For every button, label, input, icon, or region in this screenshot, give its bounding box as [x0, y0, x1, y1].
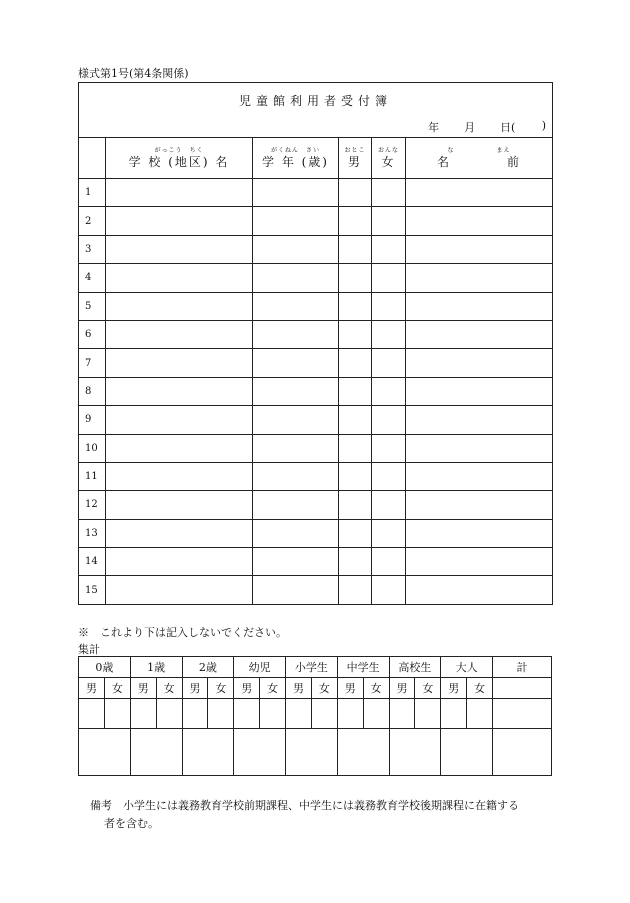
row-number: 15: [79, 576, 106, 604]
name-cell[interactable]: [406, 491, 553, 519]
grade-cell[interactable]: [253, 179, 339, 207]
tally-male-count[interactable]: [441, 699, 467, 729]
school-cell[interactable]: [106, 462, 253, 490]
tally-category: 2歳: [182, 657, 234, 678]
table-row: [79, 320, 553, 348]
tally-male-count[interactable]: [79, 699, 105, 729]
tally-male-header: 男: [130, 678, 156, 699]
female-cell[interactable]: [372, 576, 406, 604]
male-cell[interactable]: [339, 548, 372, 576]
female-cell[interactable]: [372, 377, 406, 405]
grade-cell[interactable]: [253, 264, 339, 292]
female-cell[interactable]: [372, 235, 406, 263]
table-row: [79, 377, 553, 405]
male-cell[interactable]: [339, 519, 372, 547]
table-row: [79, 576, 553, 604]
female-cell[interactable]: [372, 292, 406, 320]
tally-male-header: 男: [286, 678, 312, 699]
tally-female-count[interactable]: [208, 699, 234, 729]
tally-female-header: 女: [311, 678, 337, 699]
tally-total-header: 計: [493, 657, 552, 678]
row-number: 8: [79, 377, 106, 405]
male-cell[interactable]: [339, 377, 372, 405]
table-row: [79, 406, 553, 434]
tally-female-count[interactable]: [363, 699, 389, 729]
title-cell: [79, 83, 553, 138]
female-cell[interactable]: [372, 349, 406, 377]
tally-male-header: 男: [234, 678, 260, 699]
female-cell[interactable]: [372, 406, 406, 434]
tally-category-subtotal[interactable]: [389, 729, 441, 776]
date-day: 日(: [500, 121, 516, 134]
grade-cell[interactable]: [253, 491, 339, 519]
header-grade: [253, 138, 339, 179]
row-number: 7: [79, 349, 106, 377]
tally-category-subtotal[interactable]: [286, 729, 338, 776]
male-header: 男: [347, 154, 362, 169]
tally-category: 高校生: [389, 657, 441, 678]
tally-male-header: 男: [79, 678, 105, 699]
table-row: [79, 179, 553, 207]
table-row: [79, 207, 553, 235]
table-row: [79, 491, 553, 519]
date-year: 年: [428, 121, 440, 134]
school-cell[interactable]: [106, 235, 253, 263]
tally-female-header: 女: [260, 678, 286, 699]
tally-female-count[interactable]: [156, 699, 182, 729]
school-cell[interactable]: [106, 576, 253, 604]
date-month: 月: [464, 121, 476, 134]
row-number: 4: [79, 264, 106, 292]
tally-female-header: 女: [156, 678, 182, 699]
name-cell[interactable]: [406, 406, 553, 434]
male-ruby: おとこ: [344, 146, 366, 154]
tally-female-header: 女: [363, 678, 389, 699]
row-number: 12: [79, 491, 106, 519]
tally-female-header: 女: [467, 678, 493, 699]
tally-category-subtotal[interactable]: [441, 729, 493, 776]
table-row: [79, 548, 553, 576]
tally-female-header: 女: [104, 678, 130, 699]
female-cell[interactable]: [372, 462, 406, 490]
form-number-label: 様式第1号(第4条関係): [78, 67, 189, 80]
female-cell[interactable]: [372, 179, 406, 207]
tally-category: 中学生: [337, 657, 389, 678]
tally-male-count[interactable]: [130, 699, 156, 729]
school-cell[interactable]: [106, 207, 253, 235]
male-cell[interactable]: [339, 349, 372, 377]
grade-cell[interactable]: [253, 462, 339, 490]
name-cell[interactable]: [406, 292, 553, 320]
male-cell[interactable]: [339, 434, 372, 462]
name-cell[interactable]: [406, 179, 553, 207]
tally-male-header: 男: [441, 678, 467, 699]
grade-cell[interactable]: [253, 434, 339, 462]
male-cell[interactable]: [339, 462, 372, 490]
date-line: [428, 119, 546, 135]
name-cell[interactable]: [406, 519, 553, 547]
female-cell[interactable]: [372, 207, 406, 235]
row-number: 10: [79, 434, 106, 462]
name-cell[interactable]: [406, 320, 553, 348]
tally-category-subtotal[interactable]: [130, 729, 182, 776]
tally-total-spacer: [493, 678, 552, 699]
table-row: [79, 349, 553, 377]
grade-header: 学 年 (歳): [262, 154, 329, 169]
tally-male-count[interactable]: [286, 699, 312, 729]
tally-male-count[interactable]: [389, 699, 415, 729]
table-row: [79, 434, 553, 462]
male-cell[interactable]: [339, 235, 372, 263]
tally-male-count[interactable]: [182, 699, 208, 729]
tally-category: 0歳: [79, 657, 131, 678]
row-number: 2: [79, 207, 106, 235]
name-cell[interactable]: [406, 264, 553, 292]
name-cell[interactable]: [406, 434, 553, 462]
female-cell[interactable]: [372, 519, 406, 547]
male-cell[interactable]: [339, 320, 372, 348]
tally-category: 幼児: [234, 657, 286, 678]
female-cell[interactable]: [372, 548, 406, 576]
name-cell[interactable]: [406, 235, 553, 263]
tally-category-subtotal[interactable]: [234, 729, 286, 776]
male-cell[interactable]: [339, 292, 372, 320]
grade-cell[interactable]: [253, 235, 339, 263]
grade-cell[interactable]: [253, 576, 339, 604]
school-cell[interactable]: [106, 406, 253, 434]
name-cell[interactable]: [406, 576, 553, 604]
registration-table: [78, 82, 553, 605]
remark: [90, 797, 560, 833]
tally-female-count[interactable]: [415, 699, 441, 729]
female-header: 女: [381, 154, 396, 169]
remark-line-1: 備考 小学生には義務教育学校前期課程、中学生には義務教育学校後期課程に在籍する: [90, 799, 519, 812]
grade-cell[interactable]: [253, 548, 339, 576]
header-name: [406, 138, 553, 179]
tally-male-header: 男: [337, 678, 363, 699]
row-number: 3: [79, 235, 106, 263]
table-row: [79, 235, 553, 263]
header-row: [79, 138, 553, 179]
grade-ruby: がくねん さい: [270, 146, 320, 154]
row-number: 13: [79, 519, 106, 547]
tally-total-count[interactable]: [493, 699, 552, 729]
tally-category: 大人: [441, 657, 493, 678]
male-cell[interactable]: [339, 264, 372, 292]
header-male: [339, 138, 372, 179]
grade-cell[interactable]: [253, 292, 339, 320]
school-cell[interactable]: [106, 264, 253, 292]
school-header: 学 校 (地区) 名: [128, 154, 230, 169]
form-title: 児童館利用者受付簿: [239, 94, 393, 108]
table-row: [79, 264, 553, 292]
name-header: 名 前: [437, 154, 522, 169]
tally-female-count[interactable]: [260, 699, 286, 729]
female-cell[interactable]: [372, 491, 406, 519]
male-cell[interactable]: [339, 207, 372, 235]
male-cell[interactable]: [339, 576, 372, 604]
grade-cell[interactable]: [253, 377, 339, 405]
tally-category-subtotal[interactable]: [182, 729, 234, 776]
name-cell[interactable]: [406, 207, 553, 235]
tally-female-count[interactable]: [311, 699, 337, 729]
tally-male-header: 男: [389, 678, 415, 699]
male-cell[interactable]: [339, 179, 372, 207]
row-number: 6: [79, 320, 106, 348]
grade-cell[interactable]: [253, 406, 339, 434]
tally-category-subtotal[interactable]: [79, 729, 131, 776]
school-ruby: がっこう ちく: [154, 146, 204, 154]
tally-total-subtotal[interactable]: [493, 729, 552, 776]
school-cell[interactable]: [106, 292, 253, 320]
date-close: ): [541, 119, 547, 132]
school-cell[interactable]: [106, 434, 253, 462]
name-ruby: な まえ: [447, 146, 511, 154]
remark-line-2: 者を含む。: [104, 817, 159, 830]
tally-table: [78, 656, 552, 776]
school-cell[interactable]: [106, 349, 253, 377]
female-cell[interactable]: [372, 320, 406, 348]
school-cell[interactable]: [106, 179, 253, 207]
tally-female-header: 女: [208, 678, 234, 699]
name-cell[interactable]: [406, 377, 553, 405]
tally-label: 集計: [78, 643, 100, 656]
grade-cell[interactable]: [253, 320, 339, 348]
table-row: [79, 519, 553, 547]
row-number: 9: [79, 406, 106, 434]
tally-male-count[interactable]: [234, 699, 260, 729]
header-female: [372, 138, 406, 179]
tally-female-header: 女: [415, 678, 441, 699]
header-number: [79, 138, 106, 179]
row-number: 5: [79, 292, 106, 320]
name-cell[interactable]: [406, 349, 553, 377]
school-cell[interactable]: [106, 377, 253, 405]
grade-cell[interactable]: [253, 519, 339, 547]
header-school: [106, 138, 253, 179]
tally-female-count[interactable]: [104, 699, 130, 729]
row-number: 1: [79, 179, 106, 207]
tally-male-count[interactable]: [337, 699, 363, 729]
notice-text: ※ これより下は記入しないでください。: [78, 626, 287, 639]
row-number: 14: [79, 548, 106, 576]
female-cell[interactable]: [372, 434, 406, 462]
tally-category: 1歳: [130, 657, 182, 678]
school-cell[interactable]: [106, 519, 253, 547]
name-cell[interactable]: [406, 548, 553, 576]
school-cell[interactable]: [106, 491, 253, 519]
table-row: [79, 462, 553, 490]
name-cell[interactable]: [406, 462, 553, 490]
female-ruby: おんな: [377, 146, 399, 154]
tally-female-count[interactable]: [467, 699, 493, 729]
tally-category: 小学生: [286, 657, 338, 678]
female-cell[interactable]: [372, 264, 406, 292]
grade-cell[interactable]: [253, 349, 339, 377]
row-number: 11: [79, 462, 106, 490]
male-cell[interactable]: [339, 406, 372, 434]
table-row: [79, 292, 553, 320]
grade-cell[interactable]: [253, 207, 339, 235]
male-cell[interactable]: [339, 491, 372, 519]
school-cell[interactable]: [106, 548, 253, 576]
tally-category-subtotal[interactable]: [337, 729, 389, 776]
school-cell[interactable]: [106, 320, 253, 348]
tally-male-header: 男: [182, 678, 208, 699]
